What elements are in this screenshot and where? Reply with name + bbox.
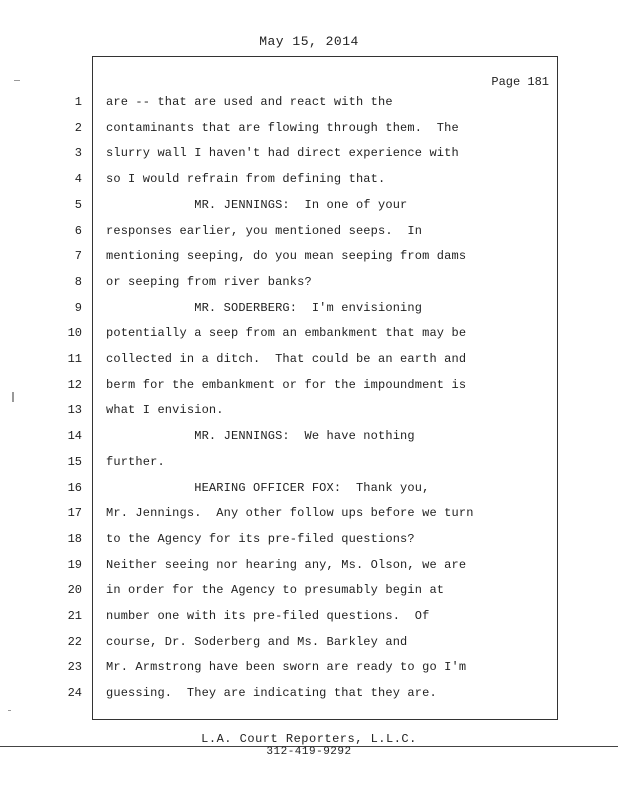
line-number: 10	[67, 326, 82, 340]
scan-speck	[8, 710, 11, 711]
transcript-line-text: responses earlier, you mentioned seeps. In	[106, 224, 423, 238]
transcript-line-text: MR. JENNINGS: In one of your	[106, 198, 408, 212]
footer-company: L.A. Court Reporters, L.L.C.	[201, 732, 417, 746]
line-number: 12	[67, 378, 82, 392]
scan-speck	[14, 80, 20, 81]
line-number: 8	[74, 275, 82, 289]
line-number: 5	[74, 198, 82, 212]
line-number: 20	[67, 583, 82, 597]
transcript-line-text: Mr. Armstrong have been sworn are ready to go I'm	[106, 660, 467, 674]
line-number: 19	[67, 558, 82, 572]
transcript-line-text: to the Agency for its pre-filed questions?	[106, 532, 415, 546]
line-number: 1	[74, 95, 82, 109]
line-number: 3	[74, 146, 82, 160]
transcript-line-text: what I envision.	[106, 403, 224, 417]
transcript-line-text: mentioning seeping, do you mean seeping from dams	[106, 249, 467, 263]
line-number: 16	[67, 481, 82, 495]
line-number: 24	[67, 686, 82, 700]
line-number: 4	[74, 172, 82, 186]
line-number: 6	[74, 224, 82, 238]
transcript-line-text: are -- that are used and react with the	[106, 95, 393, 109]
transcript-line-text: course, Dr. Soderberg and Ms. Barkley and	[106, 635, 408, 649]
transcript-line-text: MR. JENNINGS: We have nothing	[106, 429, 415, 443]
transcript-line-text: slurry wall I haven't had direct experience with	[106, 146, 459, 160]
transcript-line-text: or seeping from river banks?	[106, 275, 312, 289]
transcript-line-text: potentially a seep from an embankment that may be	[106, 326, 467, 340]
scan-speck	[12, 392, 14, 402]
line-number: 9	[74, 301, 82, 315]
transcript-line-text: further.	[106, 455, 165, 469]
line-number: 7	[74, 249, 82, 263]
line-number: 23	[67, 660, 82, 674]
transcript-date-header: May 15, 2014	[259, 34, 359, 49]
transcript-line-text: MR. SODERBERG: I'm envisioning	[106, 301, 423, 315]
line-number: 22	[67, 635, 82, 649]
footer-phone: 312-419-9292	[266, 746, 352, 758]
transcript-line-text: Mr. Jennings. Any other follow ups before we turn	[106, 506, 474, 520]
transcript-line-text: berm for the embankment or for the impoundment is	[106, 378, 467, 392]
transcript-line-text: in order for the Agency to presumably begin at	[106, 583, 445, 597]
line-number: 15	[67, 455, 82, 469]
page-number-label: Page 181	[491, 75, 549, 89]
transcript-line-text: HEARING OFFICER FOX: Thank you,	[106, 481, 430, 495]
transcript-line-text: Neither seeing nor hearing any, Ms. Olson, we are	[106, 558, 467, 572]
line-number: 14	[67, 429, 82, 443]
transcript-line-text: collected in a ditch. That could be an earth and	[106, 352, 467, 366]
line-number: 18	[67, 532, 82, 546]
line-number: 2	[74, 121, 82, 135]
line-number: 13	[67, 403, 82, 417]
transcript-line-text: number one with its pre-filed questions. Of	[106, 609, 430, 623]
line-number: 21	[67, 609, 82, 623]
transcript-line-text: guessing. They are indicating that they are.	[106, 686, 437, 700]
line-number: 11	[67, 352, 82, 366]
transcript-line-text: contaminants that are flowing through them. The	[106, 121, 459, 135]
line-number: 17	[67, 506, 82, 520]
transcript-line-text: so I would refrain from defining that.	[106, 172, 386, 186]
